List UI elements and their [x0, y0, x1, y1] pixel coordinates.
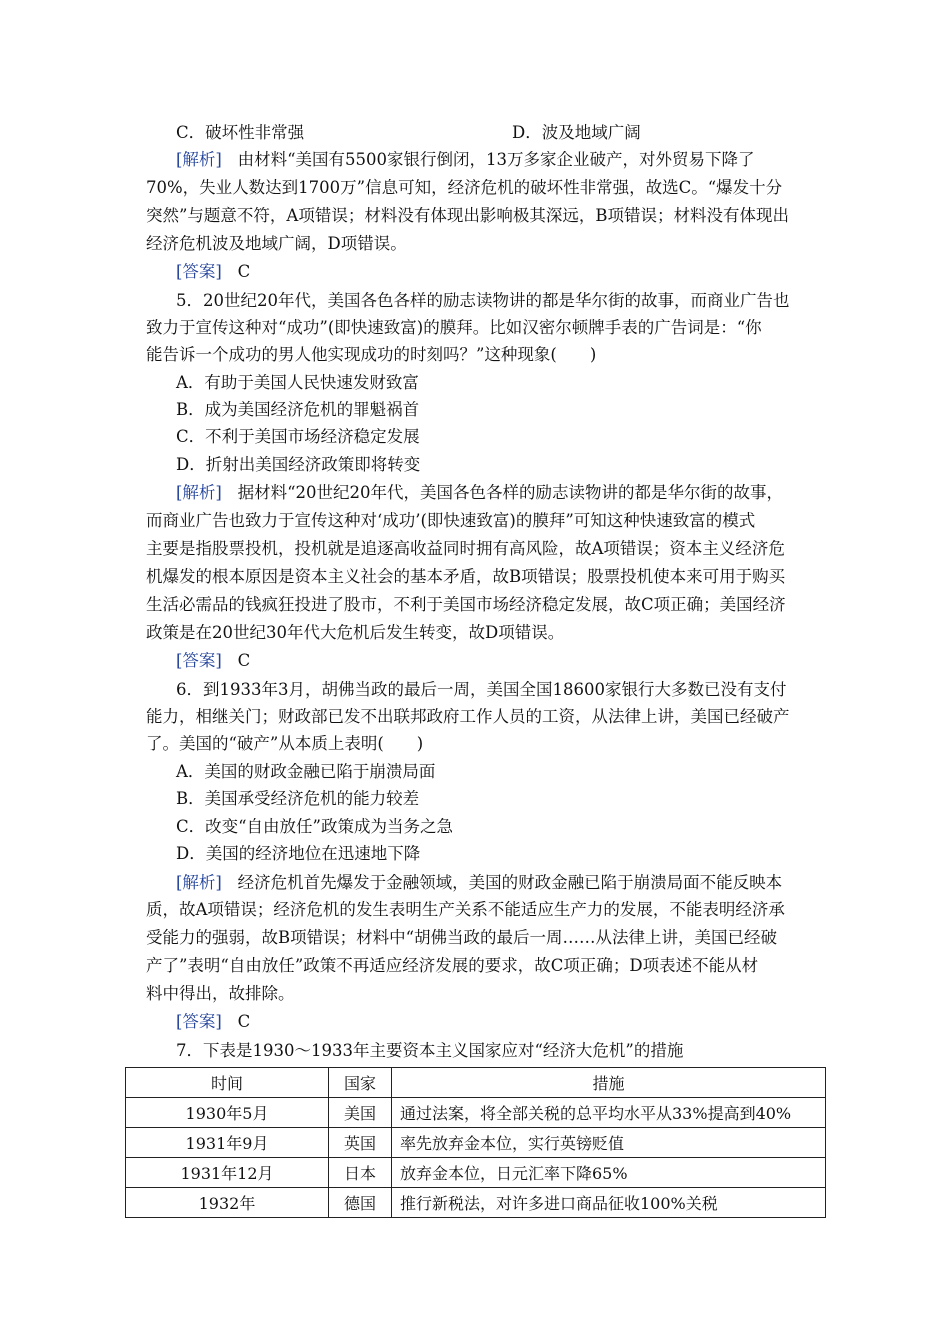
q5-option: B．成为美国经济危机的罪魁祸首	[176, 400, 420, 419]
q5-analysis-line: [解析] 据材料“20世纪20年代，美国各色各样的励志读物讲的都是华尔街的故事，	[176, 483, 784, 502]
table-cell: 通过法案，将全部关税的总平均水平从33%提高到40%	[392, 1098, 826, 1128]
analysis-tag: [解析]	[176, 150, 222, 169]
q6-option: B．美国承受经济危机的能力较差	[176, 789, 420, 808]
q6-stem-line: 了。美国的“破产”从本质上表明( )	[146, 734, 424, 753]
analysis-tag: [解析]	[176, 483, 222, 502]
table-cell: 1930年5月	[126, 1098, 329, 1128]
table-cell: 1931年12月	[126, 1158, 329, 1188]
table-row	[126, 1128, 826, 1158]
q5-analysis-line: 而商业广告也致力于宣传这种对‘成功’(即快速致富)的膜拜”可知这种快速致富的模式	[146, 511, 756, 530]
q5-stem-line: 能告诉一个成功的男人他实现成功的时刻吗？”这种现象( )	[146, 345, 597, 364]
q5-answer: [答案] C	[176, 651, 251, 670]
table-cell: 推行新税法，对许多进口商品征收100%关税	[392, 1188, 826, 1218]
q5-analysis-line: 生活必需品的钱疯狂投进了股市，不利于美国市场经济稳定发展，故C项正确；美国经济	[146, 595, 786, 614]
table-cell: 放弃金本位，日元汇率下降65%	[392, 1158, 826, 1188]
q5-option: D．折射出美国经济政策即将转变	[176, 455, 421, 474]
answer-tag: [答案]	[176, 1012, 222, 1031]
analysis-tag: [解析]	[176, 873, 222, 892]
q6-analysis-line: 受能力的强弱，故B项错误；材料中“胡佛当政的最后一周……从法律上讲，美国已经破	[146, 928, 778, 947]
q6-stem-line: 能力，相继关门；财政部已发不出联邦政府工作人员的工资，从法律上讲，美国已经破产	[146, 707, 790, 726]
q6-answer: [答案] C	[176, 1012, 251, 1031]
q4-analysis-line: 70%，失业人数达到1700万”信息可知，经济危机的破坏性非常强，故选C。“爆发十分	[146, 178, 783, 197]
q7-stem: 7．下表是1930～1933年主要资本主义国家应对“经济大危机”的措施	[176, 1041, 684, 1060]
answer-tag: [答案]	[176, 262, 222, 281]
q4-answer: [答案] C	[176, 262, 251, 281]
table-cell: 1931年9月	[126, 1128, 329, 1158]
q6-stem-line: 6．到1933年3月，胡佛当政的最后一周，美国全国18600家银行大多数已没有支付	[176, 680, 787, 699]
q4-option-d: D．波及地域广阔	[512, 123, 641, 142]
measures-table	[125, 1067, 826, 1218]
table-cell: 1932年	[126, 1188, 329, 1218]
answer-tag: [答案]	[176, 651, 222, 670]
q5-option: C．不利于美国市场经济稳定发展	[176, 427, 420, 446]
table-header-cell: 措施	[392, 1068, 826, 1098]
q5-analysis-line: 政策是在20世纪30年代大危机后发生转变，故D项错误。	[146, 623, 565, 642]
q6-option: A．美国的财政金融已陷于崩溃局面	[176, 762, 436, 781]
table-header-cell: 时间	[126, 1068, 329, 1098]
q4-analysis-line: [解析] 由材料“美国有5500家银行倒闭，13万多家企业破产，对外贸易下降了	[176, 150, 755, 169]
table-row	[126, 1188, 826, 1218]
table-cell: 美国	[329, 1098, 392, 1128]
q5-analysis-line: 机爆发的根本原因是资本主义社会的基本矛盾，故B项错误；股票投机使本来可用于购买	[146, 567, 786, 586]
q5-stem-line: 致力于宣传这种对“成功”(即快速致富)的膜拜。比如汉密尔顿牌手表的广告词是：“你	[146, 318, 762, 337]
q4-option-c: C．破坏性非常强	[176, 123, 305, 142]
table-header-cell: 国家	[329, 1068, 392, 1098]
table-row	[126, 1098, 826, 1128]
table-cell: 日本	[329, 1158, 392, 1188]
q6-analysis-line: [解析] 经济危机首先爆发于金融领域，美国的财政金融已陷于崩溃局面不能反映本	[176, 873, 783, 892]
table-cell: 德国	[329, 1188, 392, 1218]
q6-option: C．改变“自由放任”政策成为当务之急	[176, 817, 453, 836]
table-cell: 率先放弃金本位，实行英镑贬值	[392, 1128, 826, 1158]
q4-analysis-line: 突然”与题意不符，A项错误；材料没有体现出影响极其深远，B项错误；材料没有体现出	[146, 206, 789, 225]
table-cell: 英国	[329, 1128, 392, 1158]
q5-analysis-line: 主要是指股票投机，投机就是追逐高收益同时拥有高风险，故A项错误；资本主义经济危	[146, 539, 785, 558]
q6-analysis-line: 料中得出，故排除。	[146, 984, 295, 1003]
table-row	[126, 1158, 826, 1188]
q6-analysis-line: 产了”表明“自由放任”政策不再适应经济发展的要求，故C项正确；D项表述不能从材	[146, 956, 759, 975]
q6-option: D．美国的经济地位在迅速地下降	[176, 844, 421, 863]
q5-option: A．有助于美国人民快速发财致富	[176, 373, 419, 392]
q4-analysis-line: 经济危机波及地域广阔，D项错误。	[146, 234, 407, 253]
q5-stem-line: 5．20世纪20年代，美国各色各样的励志读物讲的都是华尔街的故事，而商业广告也	[176, 291, 790, 310]
table-header-row	[126, 1068, 826, 1098]
q6-analysis-line: 质，故A项错误；经济危机的发生表明生产关系不能适应生产力的发展，不能表明经济承	[146, 900, 785, 919]
